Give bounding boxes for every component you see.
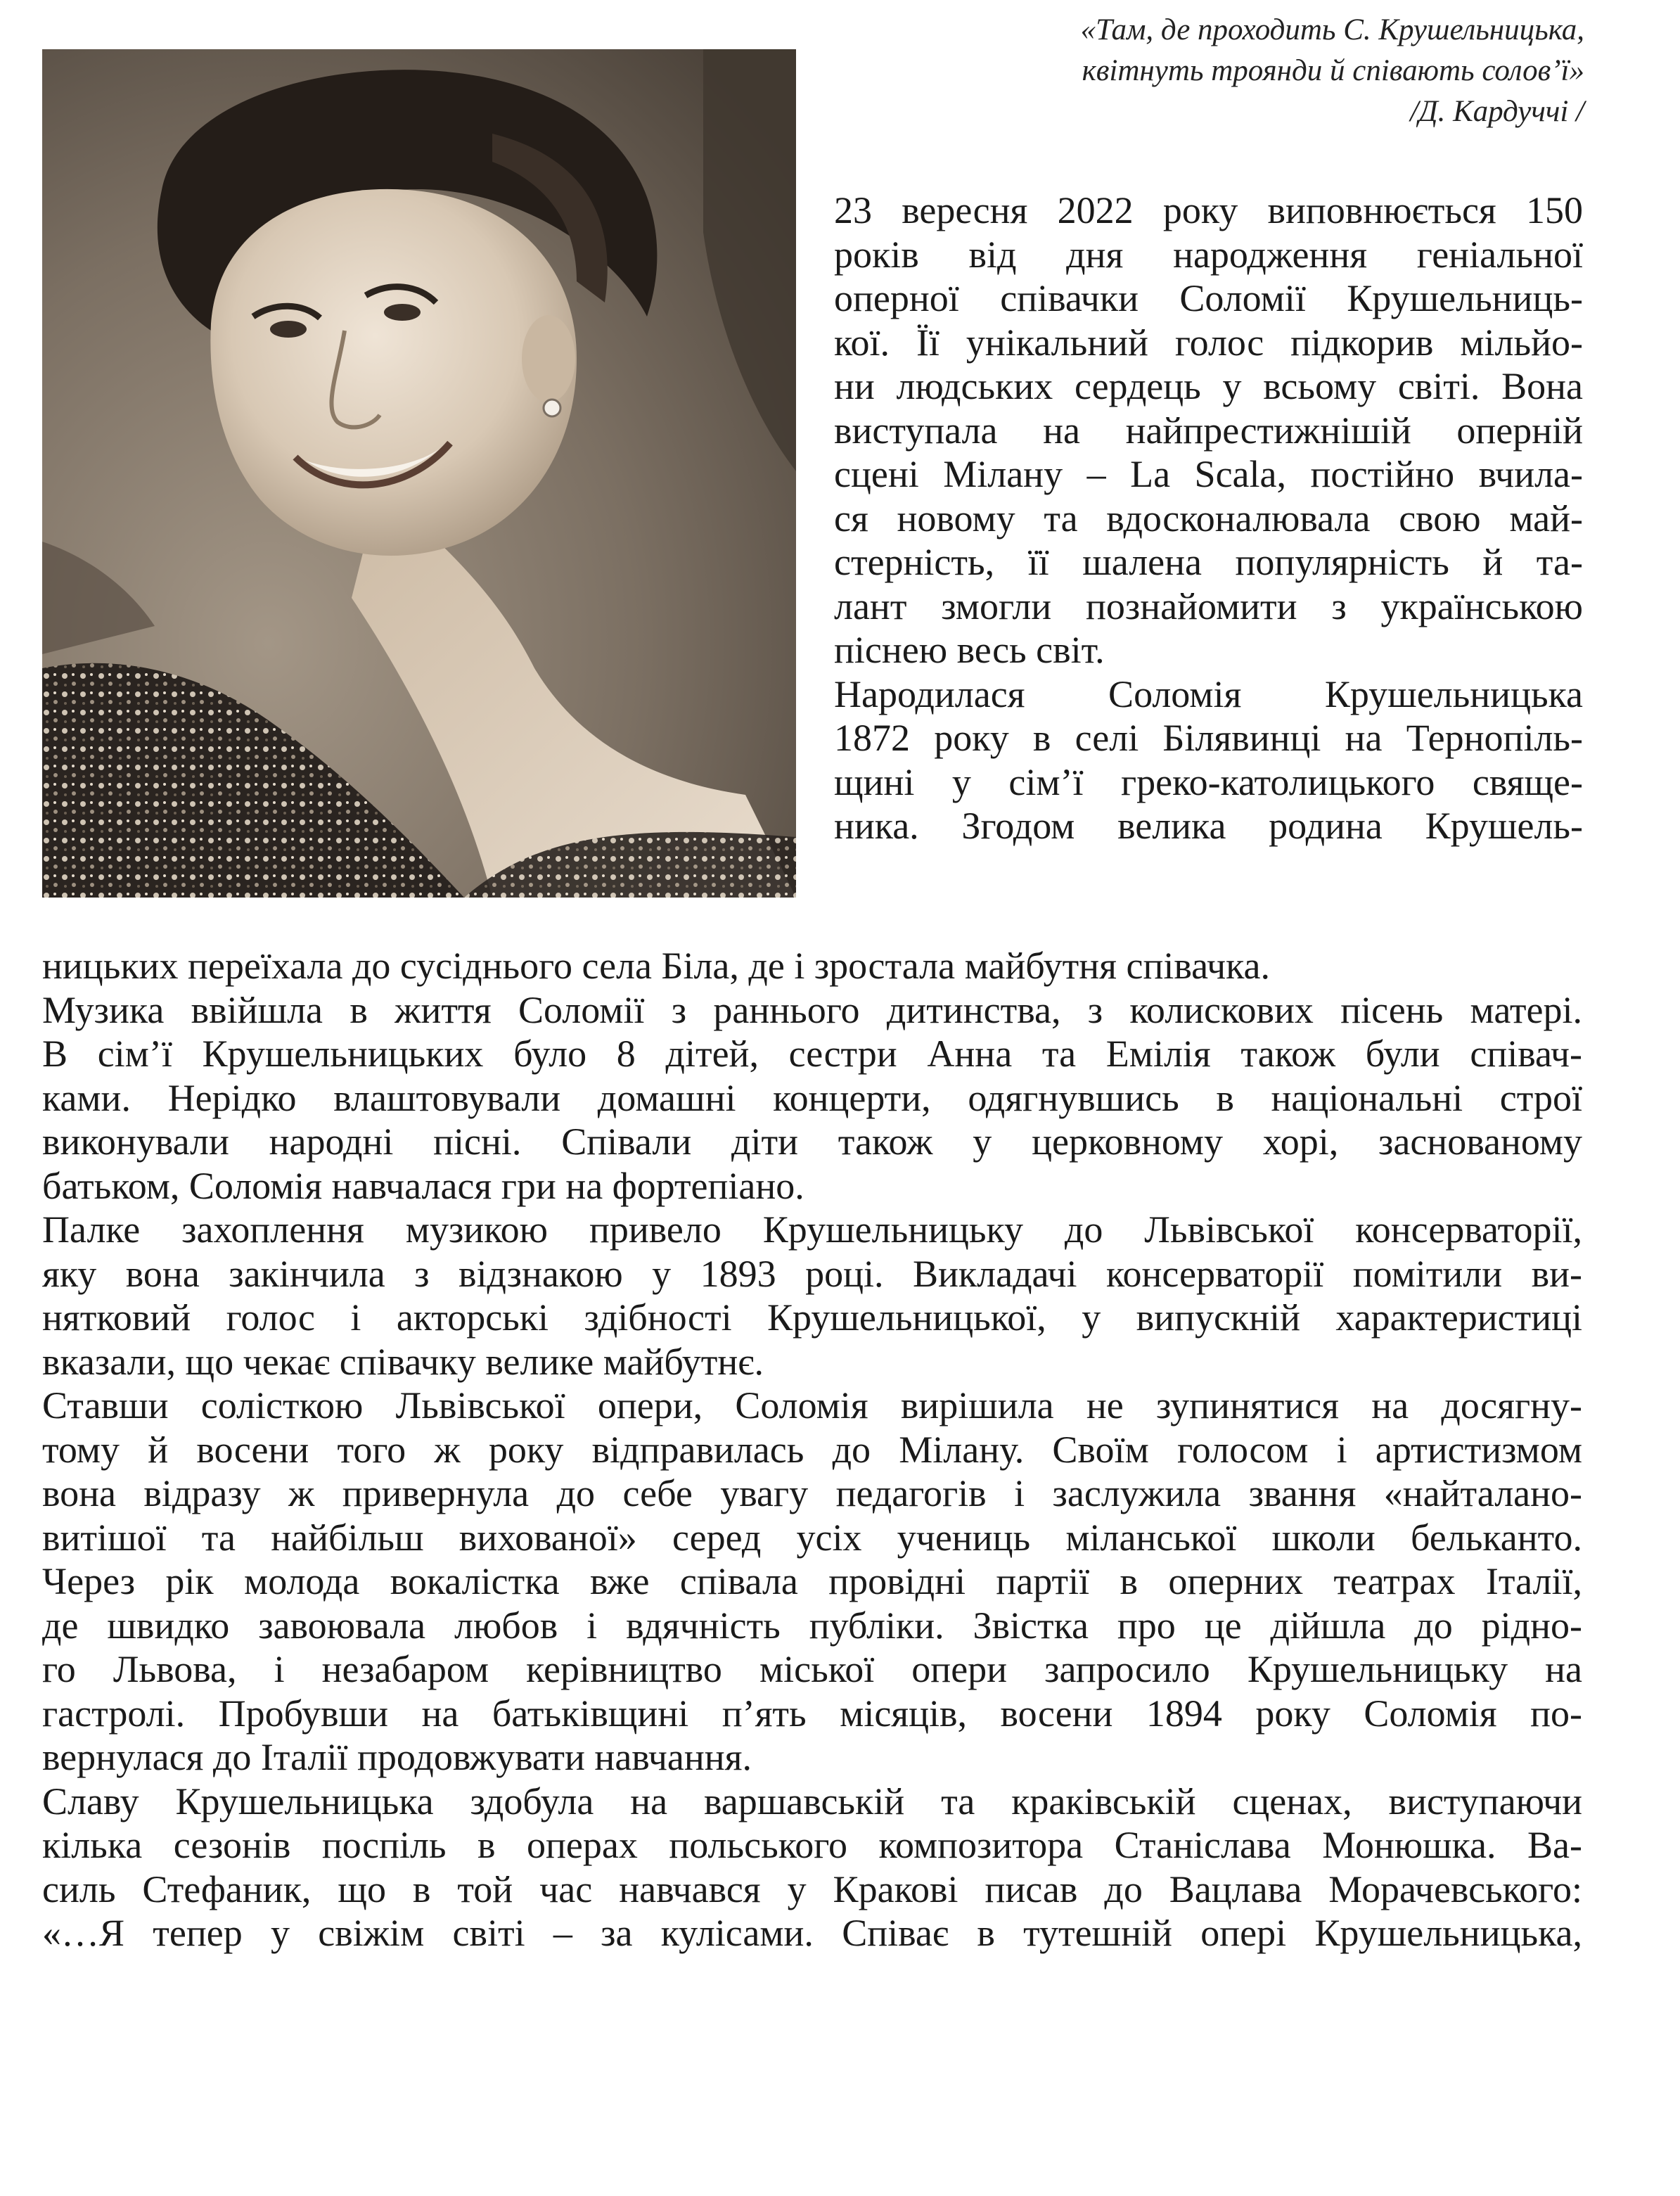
text-line: кої. Її унікальний голос підкорив мільйо- bbox=[834, 321, 1583, 364]
text-line: 23 вересня 2022 року виповнюється 150 bbox=[834, 189, 1583, 231]
text-line: де швидко завоювала любов і вдячність публіки. Звістка про це дійшла до рідно- bbox=[42, 1604, 1582, 1647]
text-line: оперної співачки Соломії Крушельниць- bbox=[834, 277, 1583, 319]
text-line: нятковий голос і акторські здібності Крушельницької, у випускній характеристиці bbox=[42, 1296, 1582, 1339]
text-line: Славу Крушельницька здобула на варшавській та краківській сценах, виступаючи bbox=[42, 1780, 1582, 1822]
text-line: виступала на найпрестижнішій оперній bbox=[834, 409, 1583, 452]
text-line: ками. Нерідко влаштовували домашні концерти, одягнувшись в національні строї bbox=[42, 1076, 1582, 1119]
text-line: В сім’ї Крушельницьких було 8 дітей, сестри Анна та Емілія також були співач- bbox=[42, 1033, 1582, 1075]
text-line: Народилася Соломія Крушельницька bbox=[834, 672, 1583, 715]
text-line: піснею весь світ. bbox=[834, 629, 1105, 671]
epigraph bbox=[740, 10, 1584, 132]
text-line: 1872 року в селі Білявинці на Тернопіль- bbox=[834, 717, 1583, 759]
text-line: лант змогли познайомити з українською bbox=[834, 585, 1583, 627]
text-line: Через рік молода вокалістка вже співала провідні партії в оперних театрах Італії, bbox=[42, 1560, 1582, 1602]
portrait-illustration bbox=[42, 49, 796, 898]
text-line: вона відразу ж привернула до себе увагу педагогів і заслужила звання «найталано- bbox=[42, 1472, 1582, 1514]
text-line: го Львова, і незабаром керівництво міської опери запросило Крушельницьку на bbox=[42, 1648, 1582, 1690]
epigraph-author: /Д. Кардуччі / bbox=[1410, 95, 1584, 128]
text-line: гастролі. Пробувши на батьківщині п’ять місяців, восени 1894 року Соломія по- bbox=[42, 1692, 1582, 1735]
text-line: вернулася до Італії продовжувати навчання. bbox=[42, 1736, 752, 1778]
text-line: «…Я тепер у свіжім світі – за кулісами. Співає в тутешній опері Крушельницька, bbox=[42, 1912, 1582, 1954]
text-line: батьком, Соломія навчалася гри на фортепіано. bbox=[42, 1164, 804, 1207]
epigraph-line-1: «Там, де проходить С. Крушельницька, bbox=[1080, 13, 1584, 46]
text-line: кілька сезонів поспіль в операх польського композитора Станіслава Монюшка. Ва- bbox=[42, 1824, 1582, 1866]
text-line: сцені Мілану – La Scala, постійно вчила- bbox=[834, 453, 1583, 495]
text-line: ся новому та вдосконалювала свою май- bbox=[834, 497, 1583, 540]
text-line: років від дня народження геніальної bbox=[834, 233, 1583, 276]
text-line: тому й восени того ж року відправилась до Мілану. Своїм голосом і артистизмом bbox=[42, 1428, 1582, 1471]
text-line: ницьких переїхала до сусіднього села Біла, де і зростала майбутня співачка. bbox=[42, 945, 1271, 987]
text-line: виконували народні пісні. Співали діти також у церковному хорі, заснованому bbox=[42, 1121, 1582, 1163]
text-line: стерність, її шалена популярність й та- bbox=[834, 541, 1583, 583]
text-line: силь Стефаник, що в той час навчався у Кракові писав до Вацлава Морачевського: bbox=[42, 1868, 1582, 1910]
text-line: ни людських сердець у всьому світі. Вона bbox=[834, 365, 1583, 407]
body-text bbox=[42, 944, 1582, 1955]
text-line: Музика ввійшла в життя Соломії з раннього дитинства, з колискових пісень матері. bbox=[42, 988, 1582, 1031]
text-line: вказали, що чекає співачку велике майбутнє. bbox=[42, 1340, 764, 1383]
text-line: ника. Згодом велика родина Крушель- bbox=[834, 805, 1583, 847]
text-line: Палке захоплення музикою привело Крушельницьку до Львівської консерваторії, bbox=[42, 1208, 1582, 1251]
portrait-photo bbox=[42, 49, 796, 898]
intro-column bbox=[834, 189, 1583, 848]
text-line: яку вона закінчила з відзнакою у 1893 році. Викладачі консерваторії помітили ви- bbox=[42, 1252, 1582, 1295]
text-line: Ставши солісткою Львівської опери, Соломія вирішила не зупинятися на досягну- bbox=[42, 1384, 1582, 1426]
text-line: щині у сім’ї греко-католицького свяще- bbox=[834, 760, 1583, 803]
text-line: витішої та найбільш вихованої» серед усіх учениць міланської школи бельканто. bbox=[42, 1516, 1582, 1559]
epigraph-line-2: квітнуть троянди й співають солов’ї» bbox=[1082, 54, 1584, 87]
